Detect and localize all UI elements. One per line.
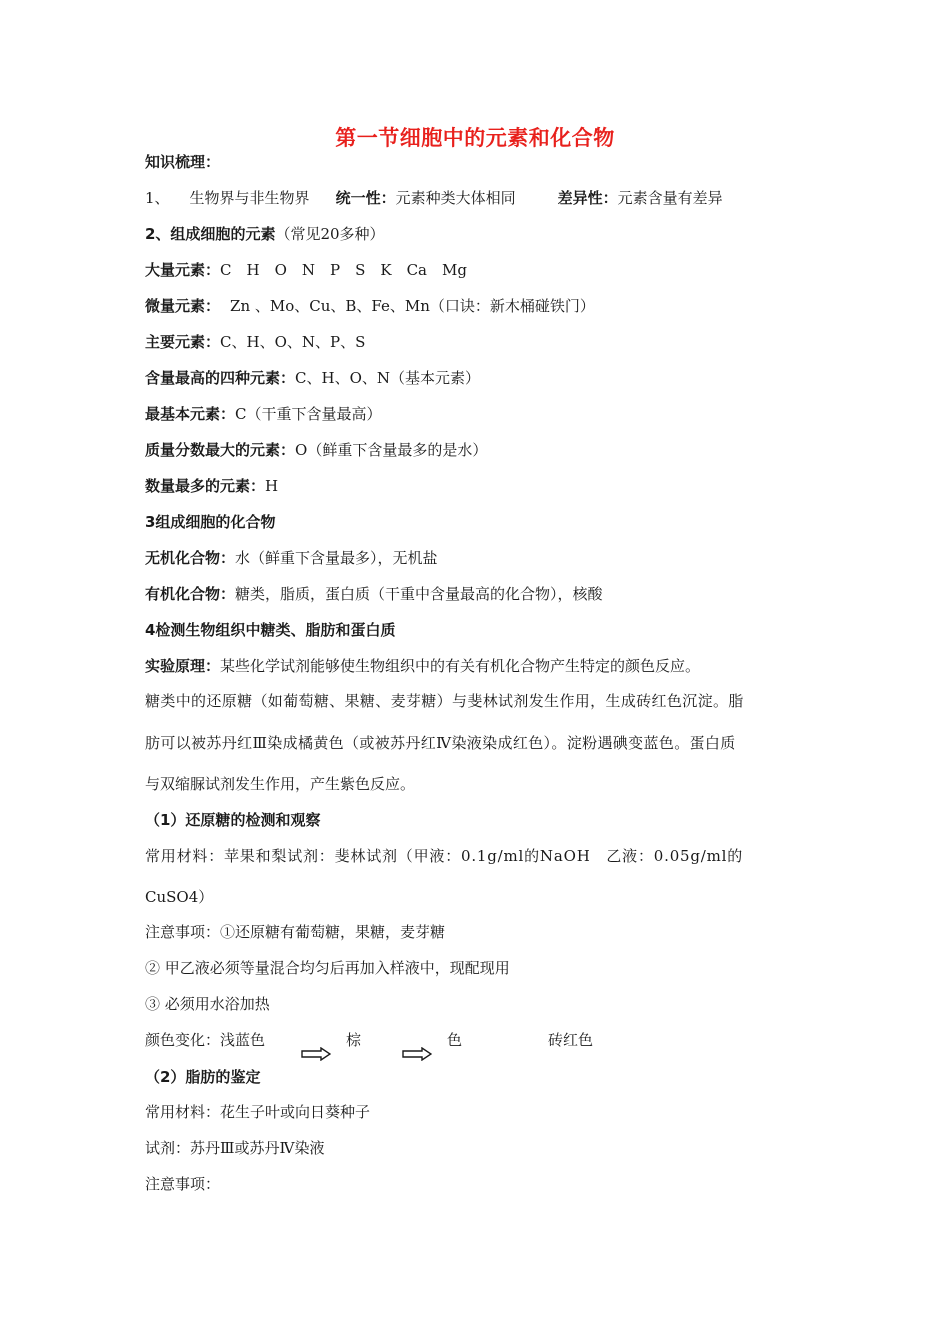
para-line-2: 肪可以被苏丹红Ⅲ染成橘黄色（或被苏丹红Ⅳ染液染成红色）。淀粉遇碘变蓝色。蛋白质: [145, 734, 736, 752]
item2-note: （常见20多种）: [275, 225, 385, 243]
item4-heading: 4检测生物组织中糖类、脂肪和蛋白质: [145, 621, 396, 639]
item3-heading: 3组成细胞的化合物: [145, 513, 276, 531]
principle-line: [145, 656, 700, 676]
count-label: 数量最多的元素：: [145, 477, 266, 495]
macro-text: C H O N P S K Ca Mg: [220, 261, 467, 279]
mass-line: [145, 440, 487, 460]
micro-label: 微量元素：: [145, 297, 221, 315]
diff-label: 差异性：: [557, 189, 618, 207]
diff-text: 元素含量有差异: [617, 189, 723, 207]
basic-label: 最基本元素：: [145, 405, 236, 423]
macro-label: 大量元素：: [145, 261, 221, 279]
item1-line: [145, 188, 723, 208]
count-text: H: [265, 477, 279, 495]
sec2-materials: 常用材料：花生子叶或向日葵种子: [145, 1103, 371, 1121]
color-mid-2: 色: [447, 1031, 463, 1049]
main-label: 主要元素：: [145, 333, 221, 351]
color-mid-1: 棕: [346, 1031, 362, 1049]
organic-line: [145, 584, 603, 604]
organic-text: 糖类，脂质，蛋白质（干重中含量最高的化合物），核酸: [235, 585, 603, 603]
main-text: C、H、O、N、P、S: [220, 333, 366, 351]
top4-label: 含量最高的四种元素：: [145, 369, 296, 387]
main-line: [145, 332, 365, 352]
sec2-notes: 注意事项：: [145, 1175, 221, 1193]
basic-line: [145, 404, 382, 424]
count-line: [145, 476, 278, 496]
sec1-heading: （1）还原糖的检测和观察: [145, 811, 321, 829]
para-line-3: 与双缩脲试剂发生作用，产生紫色反应。: [145, 775, 416, 793]
sec1-note-3: ③ 必须用水浴加热: [145, 995, 270, 1013]
micro-text: Zn 、Mo、Cu、B、Fe、Mn（口诀：新木桶碰铁门）: [230, 297, 595, 315]
top4-line: [145, 368, 480, 388]
organic-label: 有机化合物：: [145, 585, 236, 603]
inorganic-text: 水（鲜重下含量最多），无机盐: [235, 549, 438, 567]
sec1-note-2: ② 甲乙液必须等量混合均匀后再加入样液中，现配现用: [145, 959, 510, 977]
mass-label: 质量分数最大的元素：: [145, 441, 296, 459]
unity-text: 元素种类大体相同: [395, 189, 516, 207]
micro-line: [145, 296, 595, 316]
sec2-heading: （2）脂肪的鉴定: [145, 1068, 261, 1086]
principle-label: 实验原理：: [145, 657, 221, 675]
item1-prefix: 1、: [145, 189, 170, 207]
sec2-reagent: 试剂：苏丹Ⅲ或苏丹Ⅳ染液: [145, 1139, 325, 1157]
para-line-1: 糖类中的还原糖（如葡萄糖、果糖、麦芽糖）与斐林试剂发生作用，生成砖红色沉淀。脂: [145, 692, 744, 710]
item2-line: [145, 224, 385, 244]
sec1-materials-line-1: 常用材料：苹果和梨试剂：斐林试剂（甲液：0.1g/ml的NaOH 乙液：0.05g/ml的: [145, 847, 744, 865]
page-title: 第一节细胞中的元素和化合物: [335, 126, 615, 150]
overview-heading: 知识梳理：: [145, 153, 221, 171]
inorganic-label: 无机化合物：: [145, 549, 236, 567]
color-change-label: 颜色变化：浅蓝色: [145, 1031, 266, 1049]
macro-line: [145, 260, 467, 280]
mass-text: O（鲜重下含量最多的是水）: [295, 441, 488, 459]
sec1-materials-line-2: CuSO4）: [145, 888, 214, 906]
item2-label: 2、组成细胞的元素: [145, 225, 276, 243]
color-end: 砖红色: [548, 1031, 594, 1049]
item1-text: 生物界与非生物界: [189, 189, 310, 207]
basic-text: C（干重下含量最高）: [235, 405, 382, 423]
inorganic-line: [145, 548, 438, 568]
arrow-right-icon: [301, 1047, 331, 1061]
sec1-note-1: 注意事项：①还原糖有葡萄糖，果糖，麦芽糖: [145, 923, 446, 941]
top4-text: C、H、O、N（基本元素）: [295, 369, 480, 387]
unity-label: 统一性：: [335, 189, 396, 207]
arrow-right-icon: [402, 1047, 432, 1061]
principle-text: 某些化学试剂能够使生物组织中的有关有机化合物产生特定的颜色反应。: [220, 657, 701, 675]
